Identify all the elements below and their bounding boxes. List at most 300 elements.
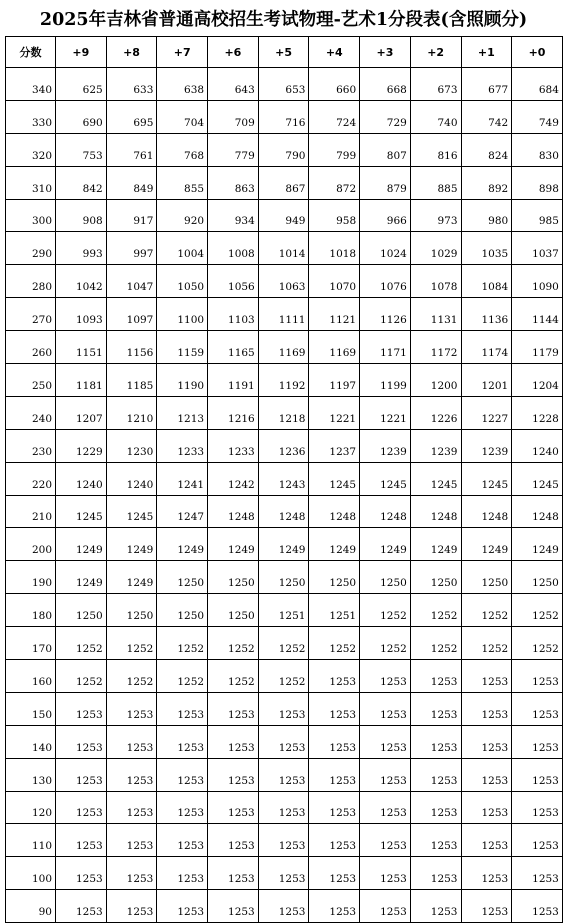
cumulative-count-cell: 1090 [512,265,563,298]
cumulative-count-cell: 1243 [258,462,309,495]
table-row [6,166,563,199]
cumulative-count-cell: 1253 [512,692,563,725]
cumulative-count-cell: 934 [208,199,259,232]
cumulative-count-cell: 1042 [56,265,107,298]
cumulative-count-cell: 1056 [208,265,259,298]
cumulative-count-cell: 1250 [410,561,461,594]
table-row [6,100,563,133]
score-cell: 280 [6,265,56,298]
score-cell: 170 [6,627,56,660]
table-row [6,199,563,232]
score-cell: 160 [6,660,56,693]
cumulative-count-cell: 1253 [258,725,309,758]
cumulative-count-cell: 1221 [360,396,411,429]
cumulative-count-cell: 1076 [360,265,411,298]
cumulative-count-cell: 1245 [461,462,512,495]
score-cell: 310 [6,166,56,199]
table-row [6,462,563,495]
table-row [6,429,563,462]
cumulative-count-cell: 1252 [208,627,259,660]
cumulative-count-cell: 1249 [258,528,309,561]
cumulative-count-cell: 1029 [410,232,461,265]
cumulative-count-cell: 1018 [309,232,360,265]
cumulative-count-cell: 1230 [106,429,157,462]
cumulative-count-cell: 1233 [157,429,208,462]
cumulative-count-cell: 1136 [461,298,512,331]
cumulative-count-cell: 1253 [208,758,259,791]
score-cell: 120 [6,791,56,824]
cumulative-count-cell: 1245 [360,462,411,495]
cumulative-count-cell: 1047 [106,265,157,298]
cumulative-count-cell: 1248 [309,495,360,528]
cumulative-count-cell: 1249 [461,528,512,561]
cumulative-count-cell: 1253 [157,890,208,923]
cumulative-count-cell: 1250 [360,561,411,594]
cumulative-count-cell: 1097 [106,298,157,331]
cumulative-count-cell: 973 [410,199,461,232]
cumulative-count-cell: 1248 [461,495,512,528]
cumulative-count-cell: 1174 [461,331,512,364]
cumulative-count-cell: 867 [258,166,309,199]
cumulative-count-cell: 1249 [106,561,157,594]
table-row [6,594,563,627]
cumulative-count-cell: 1253 [512,890,563,923]
score-table [5,36,563,923]
cumulative-count-cell: 1253 [512,791,563,824]
cumulative-count-cell: 1253 [258,791,309,824]
cumulative-count-cell: 892 [461,166,512,199]
cumulative-count-cell: 1253 [258,758,309,791]
cumulative-count-cell: 993 [56,232,107,265]
cumulative-count-cell: 1192 [258,364,309,397]
cumulative-count-cell: 1253 [461,692,512,725]
cumulative-count-cell: 1248 [360,495,411,528]
cumulative-count-cell: 1249 [410,528,461,561]
cumulative-count-cell: 1084 [461,265,512,298]
cumulative-count-cell: 1131 [410,298,461,331]
cumulative-count-cell: 1253 [208,692,259,725]
score-cell: 110 [6,824,56,857]
cumulative-count-cell: 1252 [56,627,107,660]
cumulative-count-cell: 1228 [512,396,563,429]
cumulative-count-cell: 1253 [157,857,208,890]
score-cell: 100 [6,857,56,890]
cumulative-count-cell: 1253 [208,824,259,857]
cumulative-count-cell: 729 [360,100,411,133]
cumulative-count-cell: 1239 [410,429,461,462]
cumulative-count-cell: 1250 [208,594,259,627]
cumulative-count-cell: 1253 [106,758,157,791]
table-row [6,265,563,298]
cumulative-count-cell: 638 [157,68,208,101]
cumulative-count-cell: 1253 [56,725,107,758]
cumulative-count-cell: 633 [106,68,157,101]
score-cell: 250 [6,364,56,397]
score-cell: 300 [6,199,56,232]
column-header-offset: +4 [309,37,360,68]
cumulative-count-cell: 1250 [512,561,563,594]
cumulative-count-cell: 1253 [106,791,157,824]
cumulative-count-cell: 753 [56,133,107,166]
cumulative-count-cell: 1172 [410,331,461,364]
column-header-offset: +3 [360,37,411,68]
cumulative-count-cell: 1251 [258,594,309,627]
column-header-offset: +2 [410,37,461,68]
cumulative-count-cell: 1253 [360,791,411,824]
score-cell: 330 [6,100,56,133]
cumulative-count-cell: 1245 [512,462,563,495]
cumulative-count-cell: 1253 [360,857,411,890]
cumulative-count-cell: 1253 [56,824,107,857]
cumulative-count-cell: 1249 [106,528,157,561]
table-body [6,68,563,923]
cumulative-count-cell: 1253 [461,758,512,791]
table-row [6,791,563,824]
cumulative-count-cell: 1063 [258,265,309,298]
cumulative-count-cell: 1253 [309,692,360,725]
cumulative-count-cell: 1253 [512,824,563,857]
cumulative-count-cell: 1253 [208,857,259,890]
cumulative-count-cell: 1253 [461,725,512,758]
cumulative-count-cell: 1252 [258,627,309,660]
cumulative-count-cell: 1226 [410,396,461,429]
cumulative-count-cell: 1253 [106,824,157,857]
cumulative-count-cell: 1253 [461,890,512,923]
cumulative-count-cell: 1252 [360,627,411,660]
cumulative-count-cell: 1239 [461,429,512,462]
cumulative-count-cell: 1252 [157,627,208,660]
cumulative-count-cell: 1179 [512,331,563,364]
cumulative-count-cell: 1250 [157,561,208,594]
cumulative-count-cell: 1037 [512,232,563,265]
cumulative-count-cell: 1253 [309,660,360,693]
cumulative-count-cell: 1144 [512,298,563,331]
cumulative-count-cell: 1126 [360,298,411,331]
cumulative-count-cell: 695 [106,100,157,133]
score-cell: 240 [6,396,56,429]
cumulative-count-cell: 1253 [461,791,512,824]
cumulative-count-cell: 673 [410,68,461,101]
cumulative-count-cell: 807 [360,133,411,166]
cumulative-count-cell: 1204 [512,364,563,397]
cumulative-count-cell: 898 [512,166,563,199]
cumulative-count-cell: 740 [410,100,461,133]
cumulative-count-cell: 1239 [360,429,411,462]
cumulative-count-cell: 1240 [106,462,157,495]
cumulative-count-cell: 1253 [56,692,107,725]
page-title: 2025年吉林省普通高校招生考试物理-艺术1分段表(含照顾分) [39,10,528,30]
cumulative-count-cell: 1156 [106,331,157,364]
cumulative-count-cell: 849 [106,166,157,199]
cumulative-count-cell: 1213 [157,396,208,429]
cumulative-count-cell: 1249 [309,528,360,561]
cumulative-count-cell: 1253 [258,692,309,725]
cumulative-count-cell: 1253 [360,824,411,857]
table-row [6,68,563,101]
score-cell: 140 [6,725,56,758]
cumulative-count-cell: 917 [106,199,157,232]
score-cell: 340 [6,68,56,101]
cumulative-count-cell: 1249 [56,528,107,561]
table-row [6,561,563,594]
cumulative-count-cell: 1253 [56,758,107,791]
score-cell: 90 [6,890,56,923]
cumulative-count-cell: 997 [106,232,157,265]
cumulative-count-cell: 1253 [157,824,208,857]
cumulative-count-cell: 799 [309,133,360,166]
table-row [6,232,563,265]
cumulative-count-cell: 1252 [208,660,259,693]
cumulative-count-cell: 1169 [309,331,360,364]
score-cell: 200 [6,528,56,561]
cumulative-count-cell: 1171 [360,331,411,364]
score-cell: 230 [6,429,56,462]
cumulative-count-cell: 1253 [461,824,512,857]
cumulative-count-cell: 761 [106,133,157,166]
cumulative-count-cell: 1253 [258,857,309,890]
cumulative-count-cell: 1250 [461,561,512,594]
table-row [6,364,563,397]
cumulative-count-cell: 1253 [309,824,360,857]
cumulative-count-cell: 690 [56,100,107,133]
cumulative-count-cell: 1249 [157,528,208,561]
cumulative-count-cell: 1253 [512,857,563,890]
table-row [6,758,563,791]
cumulative-count-cell: 1197 [309,364,360,397]
cumulative-count-cell: 1250 [208,561,259,594]
cumulative-count-cell: 872 [309,166,360,199]
cumulative-count-cell: 1249 [208,528,259,561]
cumulative-count-cell: 653 [258,68,309,101]
cumulative-count-cell: 1024 [360,232,411,265]
cumulative-count-cell: 1250 [56,594,107,627]
cumulative-count-cell: 1253 [410,824,461,857]
cumulative-count-cell: 1253 [512,725,563,758]
cumulative-count-cell: 1253 [56,890,107,923]
table-row [6,824,563,857]
cumulative-count-cell: 1252 [461,594,512,627]
cumulative-count-cell: 1103 [208,298,259,331]
cumulative-count-cell: 749 [512,100,563,133]
cumulative-count-cell: 1241 [157,462,208,495]
cumulative-count-cell: 1050 [157,265,208,298]
cumulative-count-cell: 1252 [309,627,360,660]
cumulative-count-cell: 1252 [56,660,107,693]
score-cell: 270 [6,298,56,331]
cumulative-count-cell: 1229 [56,429,107,462]
cumulative-count-cell: 949 [258,199,309,232]
cumulative-count-cell: 1159 [157,331,208,364]
cumulative-count-cell: 1253 [360,890,411,923]
cumulative-count-cell: 1245 [106,495,157,528]
cumulative-count-cell: 1240 [56,462,107,495]
cumulative-count-cell: 1227 [461,396,512,429]
cumulative-count-cell: 920 [157,199,208,232]
cumulative-count-cell: 677 [461,68,512,101]
column-header-offset: +9 [56,37,107,68]
cumulative-count-cell: 1253 [360,758,411,791]
cumulative-count-cell: 1253 [360,725,411,758]
cumulative-count-cell: 1253 [309,890,360,923]
cumulative-count-cell: 768 [157,133,208,166]
cumulative-count-cell: 1250 [258,561,309,594]
cumulative-count-cell: 1253 [157,692,208,725]
cumulative-count-cell: 1253 [208,725,259,758]
column-header-offset: +0 [512,37,563,68]
cumulative-count-cell: 1249 [360,528,411,561]
cumulative-count-cell: 1253 [461,857,512,890]
cumulative-count-cell: 966 [360,199,411,232]
table-row [6,692,563,725]
cumulative-count-cell: 1250 [157,594,208,627]
score-cell: 130 [6,758,56,791]
cumulative-count-cell: 742 [461,100,512,133]
cumulative-count-cell: 1253 [410,692,461,725]
cumulative-count-cell: 1252 [106,627,157,660]
cumulative-count-cell: 1185 [106,364,157,397]
cumulative-count-cell: 958 [309,199,360,232]
cumulative-count-cell: 779 [208,133,259,166]
cumulative-count-cell: 1248 [258,495,309,528]
cumulative-count-cell: 842 [56,166,107,199]
cumulative-count-cell: 1253 [461,660,512,693]
cumulative-count-cell: 1251 [309,594,360,627]
cumulative-count-cell: 1181 [56,364,107,397]
cumulative-count-cell: 1151 [56,331,107,364]
cumulative-count-cell: 1248 [208,495,259,528]
cumulative-count-cell: 1253 [309,857,360,890]
cumulative-count-cell: 1252 [461,627,512,660]
cumulative-count-cell: 1253 [410,660,461,693]
cumulative-count-cell: 1253 [106,857,157,890]
cumulative-count-cell: 1253 [106,725,157,758]
cumulative-count-cell: 1249 [56,561,107,594]
cumulative-count-cell: 1078 [410,265,461,298]
table-header-row [6,37,563,68]
cumulative-count-cell: 1236 [258,429,309,462]
cumulative-count-cell: 684 [512,68,563,101]
column-header-score: 分数 [6,37,56,68]
cumulative-count-cell: 1253 [512,660,563,693]
score-cell: 150 [6,692,56,725]
cumulative-count-cell: 1008 [208,232,259,265]
cumulative-count-cell: 908 [56,199,107,232]
cumulative-count-cell: 1242 [208,462,259,495]
cumulative-count-cell: 1252 [360,594,411,627]
cumulative-count-cell: 1253 [410,857,461,890]
cumulative-count-cell: 1253 [410,791,461,824]
cumulative-count-cell: 1253 [157,725,208,758]
cumulative-count-cell: 1240 [512,429,563,462]
cumulative-count-cell: 1093 [56,298,107,331]
cumulative-count-cell: 643 [208,68,259,101]
cumulative-count-cell: 1252 [512,627,563,660]
cumulative-count-cell: 1190 [157,364,208,397]
table-row [6,528,563,561]
cumulative-count-cell: 816 [410,133,461,166]
cumulative-count-cell: 1165 [208,331,259,364]
cumulative-count-cell: 863 [208,166,259,199]
column-header-offset: +7 [157,37,208,68]
cumulative-count-cell: 716 [258,100,309,133]
cumulative-count-cell: 1218 [258,396,309,429]
table-row [6,298,563,331]
table-row [6,133,563,166]
cumulative-count-cell: 1249 [512,528,563,561]
table-row [6,725,563,758]
cumulative-count-cell: 1253 [309,791,360,824]
cumulative-count-cell: 1250 [309,561,360,594]
cumulative-count-cell: 1237 [309,429,360,462]
cumulative-count-cell: 1253 [512,758,563,791]
cumulative-count-cell: 1252 [258,660,309,693]
cumulative-count-cell: 1253 [157,791,208,824]
table-row [6,396,563,429]
cumulative-count-cell: 1210 [106,396,157,429]
score-cell: 180 [6,594,56,627]
cumulative-count-cell: 1245 [410,462,461,495]
cumulative-count-cell: 1252 [157,660,208,693]
cumulative-count-cell: 1035 [461,232,512,265]
cumulative-count-cell: 1253 [208,890,259,923]
column-header-offset: +5 [258,37,309,68]
score-cell: 190 [6,561,56,594]
score-cell: 290 [6,232,56,265]
cumulative-count-cell: 1004 [157,232,208,265]
cumulative-count-cell: 1207 [56,396,107,429]
cumulative-count-cell: 1253 [208,791,259,824]
cumulative-count-cell: 1253 [410,890,461,923]
cumulative-count-cell: 668 [360,68,411,101]
cumulative-count-cell: 1253 [309,725,360,758]
cumulative-count-cell: 704 [157,100,208,133]
cumulative-count-cell: 1253 [360,660,411,693]
cumulative-count-cell: 1253 [106,692,157,725]
score-cell: 260 [6,331,56,364]
cumulative-count-cell: 1253 [410,725,461,758]
cumulative-count-cell: 724 [309,100,360,133]
score-cell: 210 [6,495,56,528]
cumulative-count-cell: 1233 [208,429,259,462]
cumulative-count-cell: 885 [410,166,461,199]
cumulative-count-cell: 1201 [461,364,512,397]
cumulative-count-cell: 1253 [258,824,309,857]
cumulative-count-cell: 1253 [360,692,411,725]
cumulative-count-cell: 1245 [309,462,360,495]
table-row [6,857,563,890]
cumulative-count-cell: 830 [512,133,563,166]
cumulative-count-cell: 1248 [410,495,461,528]
cumulative-count-cell: 1250 [106,594,157,627]
cumulative-count-cell: 1111 [258,298,309,331]
cumulative-count-cell: 625 [56,68,107,101]
cumulative-count-cell: 1252 [512,594,563,627]
cumulative-count-cell: 1253 [157,758,208,791]
cumulative-count-cell: 1014 [258,232,309,265]
cumulative-count-cell: 985 [512,199,563,232]
cumulative-count-cell: 1191 [208,364,259,397]
table-row [6,890,563,923]
score-cell: 220 [6,462,56,495]
cumulative-count-cell: 1100 [157,298,208,331]
table-row [6,660,563,693]
cumulative-count-cell: 1253 [309,758,360,791]
cumulative-count-cell: 1253 [410,758,461,791]
cumulative-count-cell: 1248 [512,495,563,528]
cumulative-count-cell: 824 [461,133,512,166]
cumulative-count-cell: 1200 [410,364,461,397]
cumulative-count-cell: 1169 [258,331,309,364]
